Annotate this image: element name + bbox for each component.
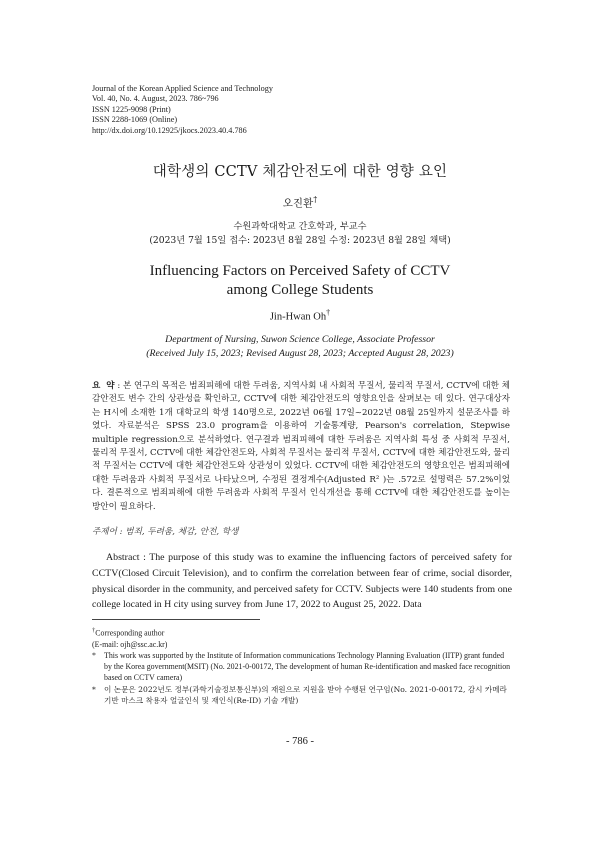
issn-online: ISSN 2288-1069 (Online) [92,115,178,125]
abstract-korean-text: : 본 연구의 목적은 범죄피해에 대한 두려움, 지역사회 내 사회적 무질서, 물리적 무질서, CCTV에 대한 체감안전도 변수 간의 상관성을 확인하고, CCTV에 대한 체감안전도의 영향요인을 살펴보는 데 있다. 연구대상자는 H시에 소재한 1개 대학교의 학생 140명으로, 2022년 06월 17일~2022년 08월 25일까지 설문조사를 하였다. 자료분석은 SPSS 23.0 program을 이용하여 기술통계량, Pearson's correlation, Stepwise multiple regression으로 분석하였다. 연구결과 범죄피해에 대한 두려움은 지역사회 특성 중 사회적 무질서, 물리적 무질서, CCTV에 대한 체감안전도와, 사회적 무질서는 물리적 무질서, CCTV에 대한 체감안전도와, 물리적 무질서는 CCTV에 대한 체감안전도와 상관성이 있었다. CCTV에 대한 체감안전도의 영향요인은 범죄피해에 대한 두려움과 사회적 무질서로 나타났으며, 수정된 결정계수(Adjusted R² )는 .572로 설명력은 57.2%이었다. 결론적으로 범죄피해에 대한 두려움과 사회적 무질서 인식개선을 통해 CCTV에 대한 체감안전도를 높이는 방안이 필요하다. [92,381,510,512]
affiliation-english [0,333,600,360]
footnotes [92,625,512,706]
dates-english: (Received July 15, 2023; Revised August 28, 2023; Accepted August 28, 2023) [146,347,454,359]
footnote-corresponding-mark: † [92,627,96,634]
journal-name: Journal of the Korean Applied Science and Technology [92,84,273,93]
footnote-corresponding-label: Corresponding author [95,628,165,638]
title-english-line2: among College Students [226,282,374,298]
author-english [0,308,600,323]
keywords-korean: 주제어 : 범죄, 두려움, 체감, 안전, 학생 [92,527,239,537]
corresponding-mark-en: † [326,308,331,317]
footnote-funding-en-text: This work was supported by the Institute of Information communications Technology Planning Evaluation (IITP) grant funded by the Korea government(MSIT) (No. 2021-0-00172, The development of human Re-identification and masked face recognition based on CCTV camera) [104,651,511,683]
footnote-corresponding [92,625,512,639]
dates-korean: (2023년 7월 15일 접수: 2023년 8월 28일 수정: 2023년 8월 28일 채택) [149,235,451,246]
footnote-funding-en-mark: * [92,651,96,661]
abstract-korean-label: 요 약 [92,381,115,391]
journal-info [92,84,522,136]
author-korean-name: 오진환 [282,197,314,210]
title-korean: 대학생의 CCTV 체감안전도에 대한 영향 요인 [152,164,448,180]
abstract-english-text: : The purpose of this study was to examine the influencing factors of perceived safety for CCTV(Closed Circuit Television), and to confirm the correlation between fear of crime, social disorder, physical disorder in the community, and perceived safety for CCTV. Subjects were 140 students from one college located in H city using survey from June 17, 2022 to August 25, 2022. Data [92,552,512,611]
affiliation-korean-line: 수원과학대학교 간호학과, 부교수 [233,221,367,232]
abstract-english-label: Abstract [106,552,140,563]
affiliation-korean [0,220,600,248]
issn-print: ISSN 1225-9098 (Print) [92,104,171,114]
footnote-funding-en [92,650,512,684]
abstract-korean [92,380,510,514]
doi-link[interactable]: http://dx.doi.org/10.12925/jkocs.2023.40.4.786 [92,125,247,135]
page-number: - 786 - [286,736,314,747]
abstract-english [92,550,512,613]
footnote-funding-ko [92,684,512,706]
journal-volume: Vol. 40, No. 4. August, 2023. 786~796 [92,94,219,104]
footnote-email[interactable]: (E-mail: ojh@ssc.ac.kr) [92,639,168,649]
affiliation-english-line: Department of Nursing, Suwon Science College, Associate Professor [165,334,435,345]
footnote-funding-ko-mark: * [92,684,96,694]
author-korean [0,195,600,211]
corresponding-mark: † [313,195,318,204]
title-english-line1: Influencing Factors on Perceived Safety of CCTV [149,263,451,279]
footnote-divider [92,619,260,620]
title-english [0,262,600,300]
footnote-funding-ko-text: 이 논문은 2022년도 정부(과학기술정보통신부)의 재원으로 지원을 받아 수행된 연구임(No. 2021-0-00172, 감시 카메라 기반 마스크 착용자 얼굴인식 및 재인식(Re-ID) 기술 개발) [104,684,507,705]
author-english-name: Jin-Hwan Oh [269,311,327,323]
